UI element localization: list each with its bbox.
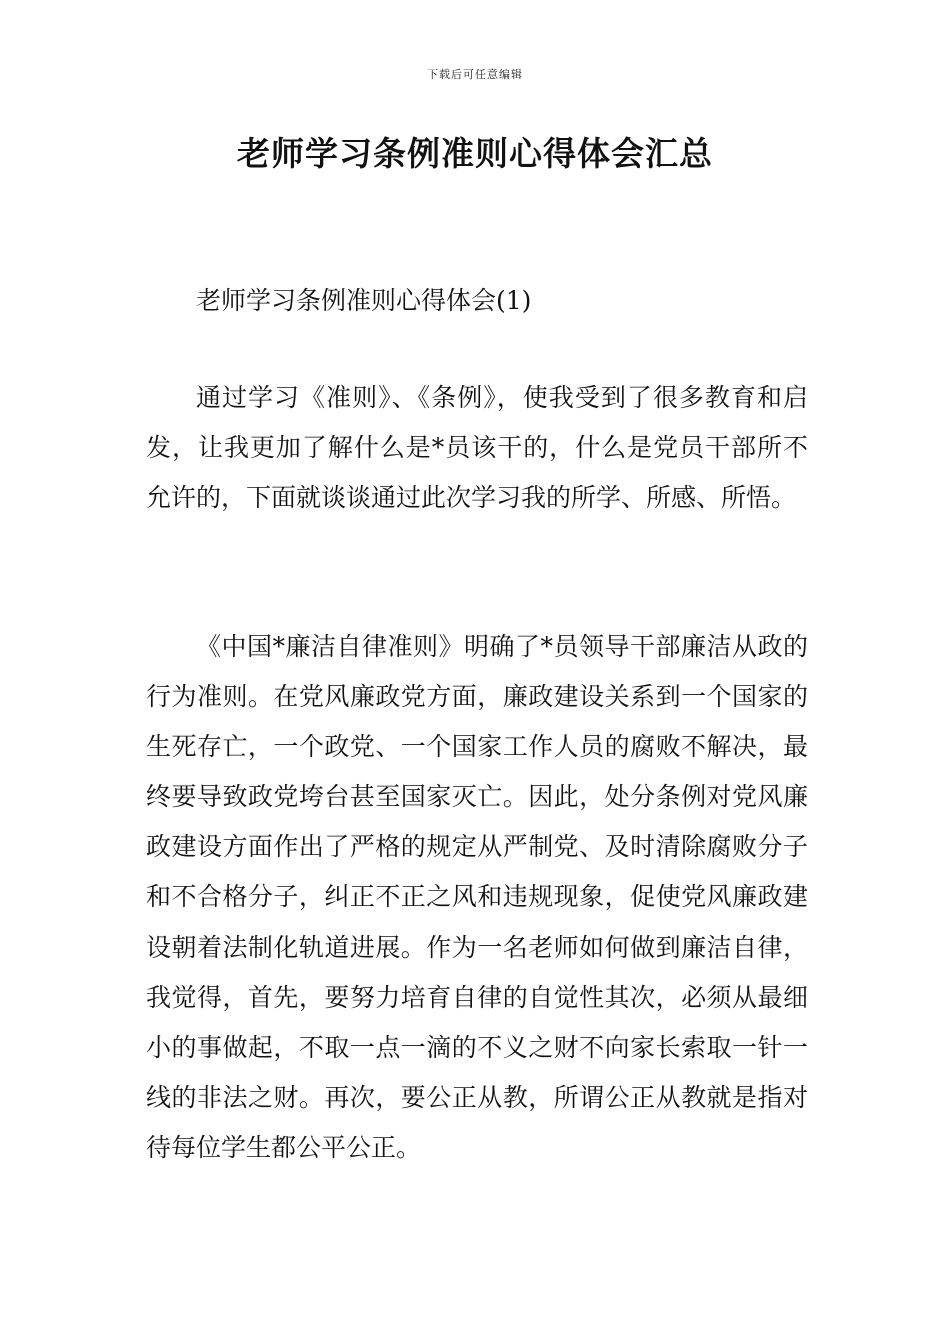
section-heading: 老师学习条例准则心得体会(1) [196,286,532,315]
body-paragraph: 通过学习《准则》、《条例》，使我受到了很多教育和启发，让我更加了解什么是*员该干的，什么是党员干部所不允许的，下面就谈谈通过此次学习我的所学、所感、所悟。 [146,383,808,513]
document-title: 老师学习条例准则心得体会汇总 [237,134,713,173]
body-paragraph: 《中国*廉洁自律准则》明确了*员领导干部廉洁从政的行为准则。在党风廉政党方面，廉政建设关系到一个国家的生死存亡，一个政党、一个国家工作人员的腐败不解决，最终要导致政党垮台甚至国家灭亡。因此，处分条例对党风廉政建设方面作出了严格的规定从严制党、及时清除腐败分子和不合格分子，纠正不正之风和违规现象，促使党风廉政建设朝着法制化轨道进展。作为一名老师如何做到廉洁自律，我觉得，首先，要努力培育自律的自觉性其次，必须从最细小的事做起，不取一点一滴的不义之财不向家长索取一针一线的非法之财。再次，要公正从教，所谓公正从教就是指对待每位学生都公平公正。 [146,632,808,1162]
header-note: 下载后可任意编辑 [427,68,523,81]
